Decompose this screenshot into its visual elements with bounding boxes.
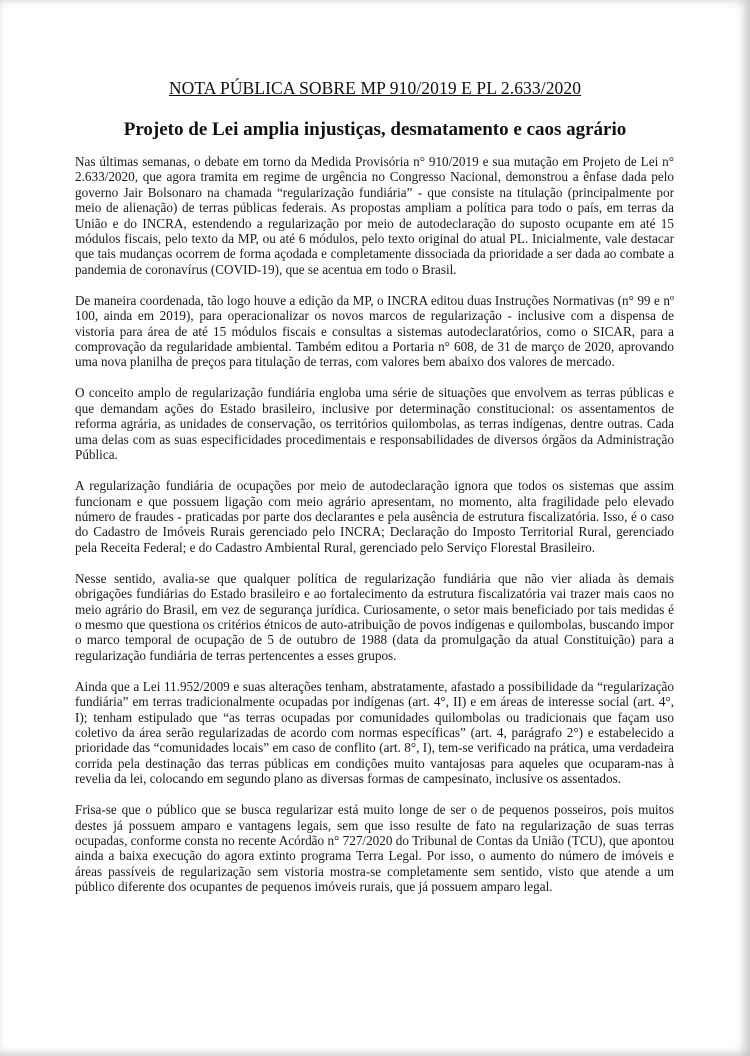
paragraph: A regularização fundiária de ocupações por meio de autodeclaração ignora que todos os sistemas que assim funcionam e que possuem ligação com meio agrário apresentam, no momento, alta fragilidade pelo elevado número de fraudes - praticadas por parte dos declarantes e pela ausência de estrutura fiscalizatória. Isso, é o caso do Cadastro de Imóveis Rurais gerenciado pelo INCRA; Declaração do Imposto Territorial Rural, gerenciado pela Receita Federal; e do Cadastro Ambiental Rural, gerenciado pelo Serviço Florestal Brasileiro.: [75, 478, 674, 555]
paragraph: Ainda que a Lei 11.952/2009 e suas alterações tenham, abstratamente, afastado a possibilidade da “regularização fundiária” em terras tradicionalmente ocupadas por indígenas (art. 4°, II) e em áreas de interesse social (art. 4°, I); tenham estipulado que “as terras ocupadas por comunidades quilombolas ou tradicionais que façam uso coletivo da área serão regularizadas de acordo com normas específicas” (art. 4, parágrafo 2°) e estabelecido a prioridade das “comunidades locais” em caso de conflito (art. 8°, I), tem-se verificado na prática, uma verdadeira corrida pela destinação das terras públicas em condições muito vantajosas para aqueles que ocuparam-nas à revelia da lei, colocando em segundo plano as diversas formas de campesinato, inclusive os assentados.: [75, 678, 674, 787]
document-subtitle: Projeto de Lei amplia injustiças, desmatamento e caos agrário: [123, 119, 627, 140]
paragraph: Nesse sentido, avalia-se que qualquer política de regularização fundiária que não vier aliada às demais obrigações fundiárias do Estado brasileiro e ao fortalecimento da estrutura fiscalizatória vai trazer mais caos no meio agrário do Brasil, em vez de segurança jurídica. Curiosamente, o setor mais beneficiado por tais medidas é o mesmo que questiona os critérios étnicos de auto-atribuição de povos indígenas e quilombolas, buscando impor o marco temporal de ocupação de 5 de outubro de 1988 (data da promulgação da atual Constituição) para a regularização fundiária de terras pertencentes a esses grupos.: [75, 570, 674, 663]
document-body: [75, 154, 674, 910]
paragraph: O conceito amplo de regularização fundiária engloba uma série de situações que envolvem as terras públicas e que demandam ações do Estado brasileiro, inclusive por determinação constitucional: os assentamentos de reforma agrária, as unidades de conservação, os territórios quilombolas, as terras indígenas, dentre outras. Cada uma delas com as suas especificidades procedimentais e responsabilidades de diversos órgãos da Administração Pública.: [75, 385, 674, 463]
paragraph: Nas últimas semanas, o debate em torno da Medida Provisória n° 910/2019 e sua mutação em Projeto de Lei n° 2.633/2020, que agora tramita em regime de urgência no Congresso Nacional, demonstrou a ênfase dada pelo governo Jair Bolsonaro na chamada “regularização fundiária” - que consiste na titulação (principalmente por meio de alienação) de terras públicas federais. As propostas ampliam a política para todo o país, em terras da União e do INCRA, estendendo a regularização por meio de autodeclaração do suposto ocupante em até 15 módulos fiscais, pelo texto da MP, ou até 6 módulos, pelo texto original do atual PL. Inicialmente, vale destacar que tais mudanças ocorrem de forma açodada e completamente dissociada da prioridade a ser dada ao combate a pandemia de coronavírus (COVID-19), que se acentua em todo o Brasil.: [75, 154, 674, 277]
paragraph: Frisa-se que o público que se busca regularizar está muito longe de ser o de pequenos posseiros, pois muitos destes já possuem amparo e vantagens legais, sem que isso resulte de fato na regularização de suas terras ocupadas, conforme consta no recente Acórdão n° 727/2020 do Tribunal de Contas da União (TCU), que apontou ainda a baixa execução do agora extinto programa Terra Legal. Por isso, o aumento do número de imóveis e áreas passíveis de regularização sem vistoria mostra-se completamente sem sentido, visto que atende a um público diferente dos ocupantes de pequenos imóveis rurais, que já possuem amparo legal.: [75, 802, 674, 895]
paragraph: De maneira coordenada, tão logo houve a edição da MP, o INCRA editou duas Instruções Normativas (n° 99 e nº 100, ainda em 2019), para operacionalizar os novos marcos de regularização - inclusive com a dispensa de vistoria para área de até 15 módulos fiscais e consultas a sistemas autodeclaratórios, como o SICAR, para a comprovação da regularidade ambiental. Também editou a Portaria n° 608, de 31 de março de 2020, aprovando uma nova planilha de preços para titulação de terras, com valores bem abaixo dos valores de mercado.: [75, 292, 674, 370]
document-title: NOTA PÚBLICA SOBRE MP 910/2019 E PL 2.633/2020: [168, 78, 582, 98]
